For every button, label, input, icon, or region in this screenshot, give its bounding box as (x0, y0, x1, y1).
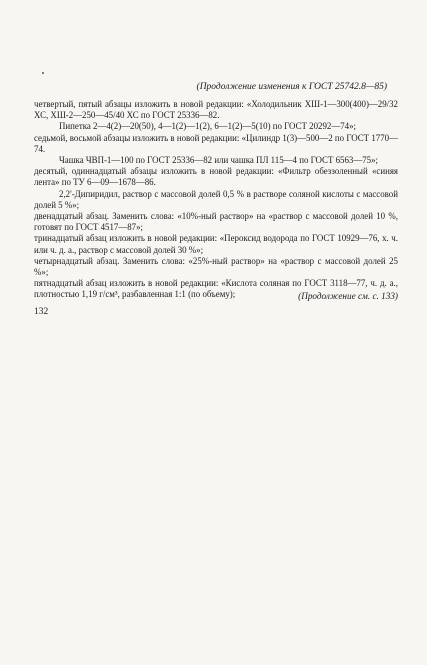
paragraph: двенадцатый абзац. Заменить слова: «10%-ный раствор» на «раствор с массовой долей 10 %, готовят по ГОСТ 4517—87»; (34, 211, 398, 233)
paragraph: Пипетка 2—4(2)—20(50), 4—1(2)—1(2), 6—1(2)—5(10) по ГОСТ 20292—74»; (59, 121, 356, 132)
paragraph: пятнадцатый абзац изложить в новой редакции: «Кислота соляная по ГОСТ 3118—77, ч. д. а., плотностью 1,19 г/см³, разбавленная 1:1 (по объему); (34, 278, 398, 300)
paragraph: седьмой, восьмой абзацы изложить в новой редакции: «Цилиндр 1(3)—500—2 по ГОСТ 1770—74. (34, 132, 398, 154)
paragraph: 2,2'-Дипиридил, раствор с массовой долей 0,5 % в растворе соляной кислоты с массовой долей 5 %»; (34, 188, 398, 210)
continuation-header: (Продолжение изменения к ГОСТ 25742.8—85) (196, 82, 387, 92)
paragraph: десятый, одиннадцатый абзацы изложить в новой редакции: «Фильтр обеззоленный «синяя лента» по ТУ 6—09—1678—86. (34, 166, 398, 188)
speck-mark (42, 72, 44, 74)
paragraph: тринадцатый абзац изложить в новой редакции: «Пероксид водорода по ГОСТ 10929—76, х. ч. или ч. д. а., раствор с массовой долей 30 %»; (34, 233, 398, 255)
continuation-footer: (Продолжение см. с. 133) (298, 291, 398, 301)
amendment-text (34, 99, 398, 301)
paragraph: четырнадцатый абзац. Заменить слова: «25%-ный раствор» на «раствор с массовой долей 25 %»; (34, 255, 398, 278)
page-number: 132 (34, 307, 49, 317)
paragraph: четвертый, пятый абзацы изложить в новой редакции: «Холодильник ХШ-1—300(400)—29/32 ХС, ХШ-2—250—45/40 ХС по ГОСТ 25336—82. (34, 99, 398, 121)
paragraph: Чашка ЧВП-1—100 по ГОСТ 25336—82 или чашка ПЛ 115—4 по ГОСТ 6563—75»; (59, 155, 378, 166)
